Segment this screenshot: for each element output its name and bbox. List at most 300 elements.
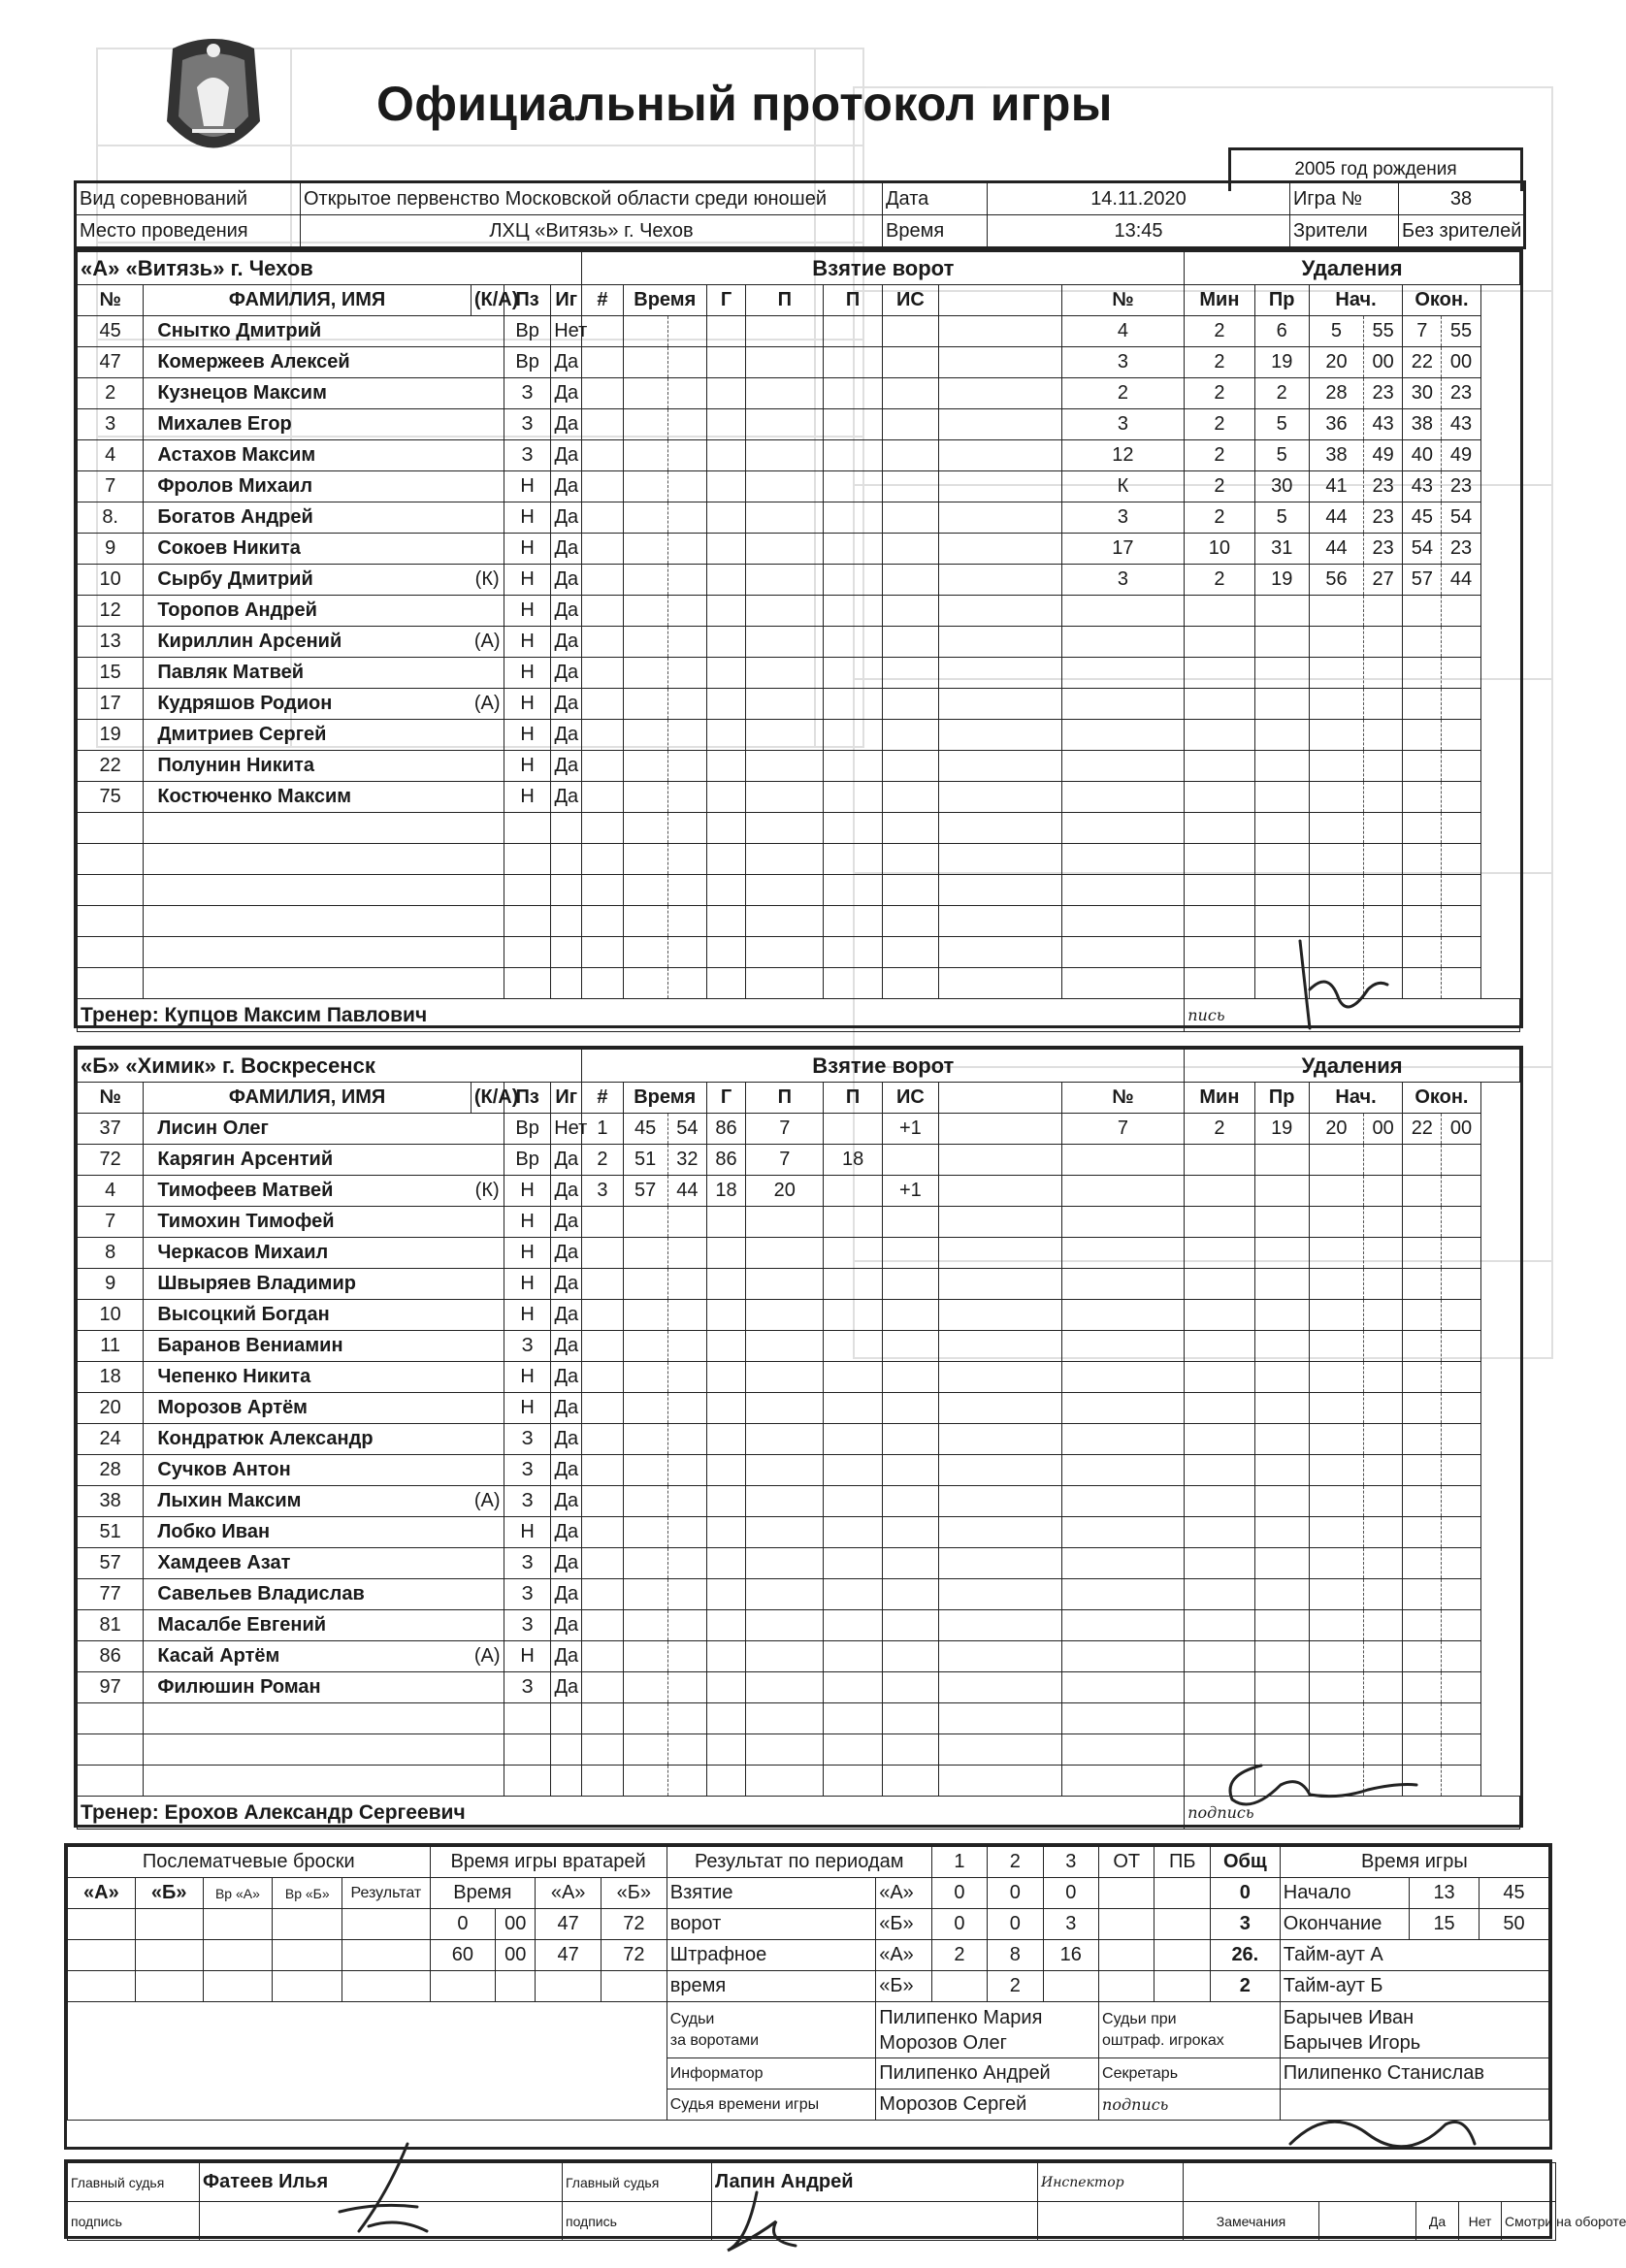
goal-number [582,471,623,502]
goal-number [582,1331,623,1362]
penalty-start-sec [1364,1393,1403,1424]
goal-situation [882,1579,938,1610]
penalty-player: 7 [1061,1114,1185,1145]
goal-time-sec [667,968,706,999]
goal-scorer [706,347,745,378]
goal-number [582,1455,623,1486]
player-captain-mark: (К) [471,1176,504,1207]
penalty-start-sec [1364,1331,1403,1362]
goal-time-min [623,875,667,906]
teamB-col-situation: ИС [882,1083,938,1114]
goal-time-sec [667,534,706,565]
teamB-col-pen-number: № [1061,1083,1185,1114]
remarks-no: Нет [1459,2202,1502,2241]
penalty-start-min: 44 [1309,502,1363,534]
penalty-end-min [1403,1176,1442,1207]
player-position: Н [504,596,550,627]
head-referee-2-name: Лапин Андрей [712,2163,1038,2202]
shootout-col-b: «Б» [135,1878,203,1909]
goalie-time-title: Время игры вратарей [430,1847,667,1878]
goal-judge-2: Морозов Олег [879,2031,1007,2054]
penalty-end-sec [1442,1579,1480,1610]
pim-a-ot [1099,1940,1154,1971]
goal-blank [938,1176,1061,1207]
player-number [78,1703,144,1734]
player-played: Да [551,1393,582,1424]
goal-assist-2 [824,1517,882,1548]
competition-label: Вид соревнований [76,182,301,215]
goal-blank [938,1362,1061,1393]
goal-number [582,378,623,409]
goals-b-ot [1099,1909,1154,1940]
goal-assist-1 [746,1486,824,1517]
player-name [144,1766,472,1797]
goal-assist-2 [824,502,882,534]
penalty-end-sec [1442,1176,1480,1207]
goal-number [582,409,623,440]
goal-time-min [623,316,667,347]
goal-situation [882,1703,938,1734]
player-position: Вр [504,347,550,378]
goal-assist-1 [746,534,824,565]
penalty-start-sec: 23 [1364,378,1403,409]
goal-time-sec [667,1362,706,1393]
goal-assist-1 [746,1548,824,1579]
player-played: Нет [551,316,582,347]
player-position: Н [504,751,550,782]
see-back-label: Смотри на обороте [1502,2202,1556,2241]
goal-assist-1 [746,440,824,471]
end-label: Окончание [1280,1909,1409,1940]
goal-assist-2 [824,1455,882,1486]
goal-scorer: 18 [706,1176,745,1207]
penalty-end-sec [1442,1455,1480,1486]
player-captain-mark [471,1548,504,1579]
goal-time-sec: 44 [667,1176,706,1207]
penalty-start-sec [1364,1672,1403,1703]
player-position: З [504,1455,551,1486]
goal-assist-1 [746,378,824,409]
goal-time-min [623,502,667,534]
player-played: Да [551,720,582,751]
player-captain-mark [471,347,504,378]
penalty-minutes [1185,1424,1254,1455]
player-captain-mark [471,1269,504,1300]
penalty-start-sec [1364,658,1403,689]
period-2-header: 2 [988,1847,1043,1878]
player-name: Высоцкий Богдан [144,1300,472,1331]
goal-assist-2 [824,409,882,440]
player-position: З [504,1672,551,1703]
goal-number [582,751,623,782]
goal-scorer [706,782,745,813]
goal-assist-2 [824,1734,882,1766]
penalty-end-min: 38 [1403,409,1442,440]
goal-time-sec [667,751,706,782]
penalty-player [1061,1362,1185,1393]
goal-assist-1 [746,1610,824,1641]
goal-scorer [706,1331,745,1362]
goal-assist-2 [824,347,882,378]
penalty-end-sec: 00 [1442,1114,1480,1145]
teamA-col-pen-reason: Пр [1254,285,1309,316]
end-minute: 50 [1479,1909,1548,1940]
teamB-row [78,1517,1520,1548]
penalty-reason [1254,1610,1309,1641]
penalty-minutes [1185,1548,1254,1579]
goalie-a-number: 47 [536,1909,602,1940]
penalty-start-sec [1364,1176,1403,1207]
goal-time-sec [667,1703,706,1734]
penalty-player: 3 [1061,409,1185,440]
goal-blank [939,534,1062,565]
goal-assist-2 [824,440,882,471]
teamB-row [78,1269,1520,1300]
player-number: 38 [78,1486,144,1517]
player-captain-mark [471,720,504,751]
penalty-end-min: 57 [1403,565,1442,596]
game-number-value: 38 [1399,182,1525,215]
goal-assist-2 [824,906,882,937]
player-played: Да [551,409,582,440]
goal-blank [938,1641,1061,1672]
goal-number [582,1207,623,1238]
penalty-player [1061,937,1185,968]
spectators-value: Без зрителей [1399,215,1525,248]
teamB-row [78,1300,1520,1331]
period-3-header: 3 [1043,1847,1098,1878]
player-number: 45 [78,316,144,347]
player-position: З [504,1424,551,1455]
player-number: 17 [78,689,144,720]
goal-blank [938,1486,1061,1517]
penalty-end-sec [1442,1300,1480,1331]
penalty-start-min: 44 [1309,534,1363,565]
goal-assist-2 [824,471,882,502]
penalty-end-sec [1442,1393,1480,1424]
penalty-minutes [1185,1610,1254,1641]
goal-scorer [706,751,745,782]
player-played: Да [551,1610,582,1641]
goal-time-min [623,1517,667,1548]
goal-assist-1 [746,1455,824,1486]
goal-scorer [706,1766,745,1797]
penalty-end-min [1403,1579,1442,1610]
penalty-start-sec: 23 [1364,502,1403,534]
end-hour: 15 [1410,1909,1480,1940]
teamA-goals-title: Взятие ворот [582,252,1185,285]
teamA-col-name: ФАМИЛИЯ, ИМЯ [144,285,472,316]
penalty-reason [1254,658,1309,689]
teamA-row [78,316,1520,347]
pim-b-period-1 [931,1971,987,2002]
goal-time-sec [667,378,706,409]
goal-blank [938,1393,1061,1424]
goal-situation [882,782,938,813]
player-name: Астахов Максим [144,440,472,471]
penalty-end-min [1403,782,1442,813]
teamB-penalties-title: Удаления [1185,1050,1520,1083]
start-hour: 13 [1410,1878,1480,1909]
goal-assist-2 [824,1424,882,1455]
penalty-end-sec [1442,1610,1480,1641]
goal-time-sec [667,1238,706,1269]
penalty-end-sec [1442,751,1480,782]
goal-assist-2 [824,968,882,999]
penalty-player [1061,1300,1185,1331]
player-name: Лыхин Максим [144,1486,472,1517]
goal-situation [882,1672,938,1703]
player-number [78,968,144,999]
penalty-start-min: 20 [1309,1114,1363,1145]
goal-assist-2 [824,782,882,813]
teamA-row [78,627,1520,658]
goal-time-sec [667,844,706,875]
penalty-end-sec [1442,782,1480,813]
player-played: Да [551,440,582,471]
player-captain-mark [471,875,504,906]
penalty-end-sec [1442,1269,1480,1300]
goal-time-min [623,534,667,565]
penalty-player: 2 [1061,378,1185,409]
player-captain-mark [471,596,504,627]
goal-assist-2 [824,1362,882,1393]
shootout-cell [135,1909,203,1940]
penalty-start-sec [1364,1300,1403,1331]
teamA-col-goal-number: # [582,285,623,316]
goal-blank [938,1424,1061,1455]
goal-judges-label-line1: Судьи [669,2010,715,2027]
goalie-time-sec: 00 [496,1940,536,1971]
goal-blank [938,1145,1061,1176]
player-played: Да [551,534,582,565]
teamB-col-blank [938,1083,1061,1114]
teamA-row [78,502,1520,534]
penalty-player: 17 [1061,534,1185,565]
penalty-end-min [1403,751,1442,782]
summary-blank [273,1971,342,2002]
penalty-player [1061,627,1185,658]
penalty-start-min [1309,658,1363,689]
player-captain-mark: (К) [471,565,504,596]
goal-time-min [623,409,667,440]
goal-blank [939,782,1062,813]
player-number: 10 [78,1300,144,1331]
player-captain-mark: (А) [471,1486,504,1517]
penalty-minutes [1185,1300,1254,1331]
player-name: Хамдеев Азат [144,1548,472,1579]
goal-scorer [706,1455,745,1486]
date-value: 14.11.2020 [988,182,1290,215]
goal-assist-1 [746,968,824,999]
player-name: Михалев Егор [144,409,472,440]
goal-time-sec [667,596,706,627]
goal-assist-1 [746,937,824,968]
penalty-end-min [1403,1517,1442,1548]
head-referee-2-signature [708,2183,825,2260]
goal-assist-2: 18 [824,1145,882,1176]
goal-assist-1 [746,316,824,347]
player-captain-mark [471,1300,504,1331]
goalie-col-b: «Б» [601,1878,667,1909]
penalty-reason [1254,1486,1309,1517]
player-name [144,844,472,875]
penalty-start-min [1309,1362,1363,1393]
teamA-col-goal-time: Время [623,285,706,316]
penalty-minutes: 2 [1185,378,1254,409]
goal-blank [938,1734,1061,1766]
goal-number [582,1393,623,1424]
goal-time-sec: 54 [667,1114,706,1145]
penalty-player [1061,782,1185,813]
game-number-label: Игра № [1290,182,1399,215]
goal-blank [938,1517,1061,1548]
teamB-row [78,1641,1520,1672]
goal-blank [938,1238,1061,1269]
penalty-start-min: 56 [1309,565,1363,596]
penalty-start-min [1309,1703,1363,1734]
player-number: 8. [78,502,144,534]
goals-b-pb [1154,1909,1210,1940]
penalty-end-sec [1442,1486,1480,1517]
player-played: Да [551,1548,582,1579]
goal-situation [882,875,938,906]
goal-situation [882,316,938,347]
player-name: Чепенко Никита [144,1362,472,1393]
penalty-judges-label-line2: оштраф. игроках [1102,2031,1224,2049]
player-number: 4 [78,1176,144,1207]
player-name: Павляк Матвей [144,658,472,689]
goal-time-min [623,720,667,751]
player-position: З [504,440,550,471]
teamA-col-pen-number: № [1061,285,1185,316]
penalty-end-min [1403,1331,1442,1362]
penalty-start-min [1309,689,1363,720]
player-played: Да [551,1362,582,1393]
penalty-reason: 19 [1254,1114,1309,1145]
goal-time-min [623,1300,667,1331]
player-number: 77 [78,1579,144,1610]
teamB-row [78,1548,1520,1579]
penalty-reason [1254,1362,1309,1393]
player-played: Да [551,1176,582,1207]
goal-assist-1 [746,1331,824,1362]
goal-time-min [623,1548,667,1579]
player-played: Да [551,1300,582,1331]
total-header: Общ [1210,1847,1280,1878]
penalty-reason [1254,1703,1309,1734]
penalty-reason [1254,1207,1309,1238]
goals-team-b: «Б» [876,1909,931,1940]
penalty-player [1061,1145,1185,1176]
teamB-row [78,1362,1520,1393]
penalty-end-sec [1442,1766,1480,1797]
player-played: Да [551,1672,582,1703]
goal-situation [882,596,938,627]
goal-number [582,844,623,875]
penalty-reason [1254,627,1309,658]
summary-blank [135,1971,203,2002]
penalty-start-sec: 27 [1364,565,1403,596]
player-captain-mark [471,844,504,875]
penalty-start-sec: 43 [1364,409,1403,440]
penalty-judges-label-line1: Судьи при [1102,2010,1177,2027]
goal-scorer [706,875,745,906]
summary-blank [496,1971,536,2002]
goal-scorer [706,534,745,565]
player-position [504,813,550,844]
player-played: Да [551,1207,582,1238]
penalty-minutes [1185,968,1254,999]
goal-blank [938,1207,1061,1238]
penalty-minutes: 2 [1185,1114,1254,1145]
goal-blank [939,440,1062,471]
goal-time-sec [667,440,706,471]
player-position: Н [504,1269,551,1300]
goal-blank [939,751,1062,782]
head-referee-1-name: Фатеев Илья [200,2163,563,2202]
goal-assist-1 [746,1269,824,1300]
teamB-team-name: «Б» «Химик» г. Воскресенск [78,1050,582,1083]
goal-blank [939,627,1062,658]
teamA-row [78,658,1520,689]
penalty-end-sec [1442,875,1480,906]
penalty-player [1061,658,1185,689]
goal-assist-1 [746,751,824,782]
teamB-col-goal-time: Время [623,1083,706,1114]
penalty-end-sec [1442,1734,1480,1766]
goal-scorer: 86 [706,1145,745,1176]
time-value: 13:45 [988,215,1290,248]
goal-time-min: 57 [623,1176,667,1207]
goal-time-sec [667,1424,706,1455]
goal-time-min [623,751,667,782]
goal-assist-2 [824,627,882,658]
goal-assist-2 [824,596,882,627]
goal-situation [882,1455,938,1486]
penalty-start-sec [1364,1238,1403,1269]
goal-scorer [706,1641,745,1672]
penalty-end-sec: 00 [1442,347,1480,378]
goal-assist-2 [824,1672,882,1703]
goal-time-sec [667,1517,706,1548]
penalty-start-min [1309,875,1363,906]
player-position: Н [504,1300,551,1331]
player-position: З [504,1610,551,1641]
player-name: Кудряшов Родион [144,689,472,720]
pim-b-ot [1099,1971,1154,2002]
penalty-minutes: 10 [1185,534,1254,565]
player-position: Н [504,1393,551,1424]
penalty-minutes [1185,1393,1254,1424]
penalty-end-min [1403,1703,1442,1734]
teamB-row [78,1424,1520,1455]
player-position: З [504,378,550,409]
penalty-start-min [1309,1145,1363,1176]
penalty-end-min: 22 [1403,347,1442,378]
goal-scorer [706,1734,745,1766]
player-played [551,1766,582,1797]
player-captain-mark [471,409,504,440]
teamA-row [78,440,1520,471]
goal-time-min [623,844,667,875]
player-played: Да [551,1579,582,1610]
goal-assist-2 [824,1300,882,1331]
secretary-label: Секретарь [1099,2058,1281,2090]
penalty-player [1061,1641,1185,1672]
player-played: Да [551,471,582,502]
player-captain-mark [471,782,504,813]
